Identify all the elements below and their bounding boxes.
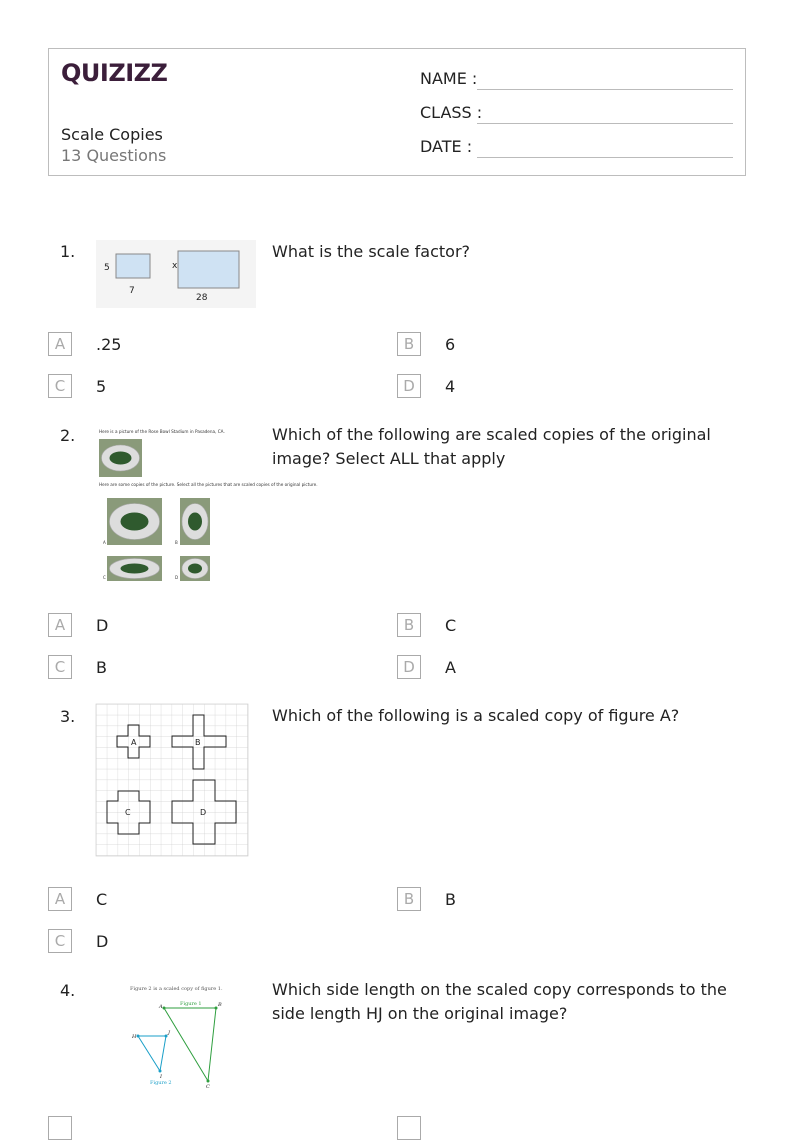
svg-text:B: B xyxy=(195,738,201,747)
question-2-figure xyxy=(96,426,318,586)
class-field[interactable] xyxy=(477,123,733,124)
svg-text:A: A xyxy=(131,738,137,747)
svg-text:D: D xyxy=(200,808,207,817)
label-7: 7 xyxy=(129,286,135,296)
option-box-b[interactable]: B xyxy=(397,332,421,356)
option-box-c[interactable]: C xyxy=(48,655,72,679)
label-28: 28 xyxy=(196,293,208,303)
svg-text:D: D xyxy=(175,575,179,580)
option-box-b[interactable]: B xyxy=(397,887,421,911)
worksheet-header xyxy=(48,48,746,176)
svg-text:Figure 2: Figure 2 xyxy=(150,1080,172,1086)
svg-text:B: B xyxy=(218,1002,222,1008)
stadium-figure xyxy=(96,426,318,586)
svg-text:A: A xyxy=(159,1004,163,1010)
option-text[interactable]: D xyxy=(96,932,109,951)
question-4-figure xyxy=(124,978,256,1090)
date-label: DATE : xyxy=(420,137,473,156)
small-rectangle xyxy=(116,254,150,278)
option-text[interactable]: B xyxy=(96,658,107,677)
svg-text:C: C xyxy=(103,575,106,580)
option-text[interactable]: 4 xyxy=(445,377,456,396)
question-2-text: Which of the following are scaled copies of the original image? Select ALL that apply xyxy=(272,425,711,468)
stadium-caption-2: Here are some copies of the picture. Select all the pictures that are scaled copies of the original picture. xyxy=(99,482,318,487)
option-box-c[interactable]: C xyxy=(48,929,72,953)
stadium-caption-1: Here is a picture of the Rose Bowl Stadium in Pasadena, CA. xyxy=(99,429,225,434)
question-4-number: 4. xyxy=(60,981,76,1000)
large-rectangle xyxy=(178,251,239,288)
svg-text:H: H xyxy=(132,1034,137,1040)
question-3-number: 3. xyxy=(60,707,76,726)
quizizz-logo: QUIZIZZ xyxy=(61,59,168,87)
worksheet-title: Scale Copies xyxy=(61,125,163,144)
question-4-text: Which side length on the scaled copy corresponds to the side length HJ on the original image? xyxy=(272,980,727,1023)
option-text[interactable]: .25 xyxy=(96,335,122,354)
option-text[interactable]: 6 xyxy=(445,335,456,354)
option-box-d[interactable]: D xyxy=(397,374,421,398)
question-1-figure xyxy=(96,240,256,308)
name-field[interactable] xyxy=(477,89,733,90)
svg-text:I: I xyxy=(160,1074,162,1080)
option-text[interactable]: C xyxy=(96,890,108,909)
option-text[interactable]: D xyxy=(96,616,109,635)
option-text[interactable]: C xyxy=(445,616,457,635)
option-box-c[interactable]: C xyxy=(48,374,72,398)
svg-text:J: J xyxy=(168,1030,171,1036)
date-field[interactable] xyxy=(477,157,733,158)
figure-2-triangle xyxy=(138,1036,166,1071)
question-1-number: 1. xyxy=(60,242,76,261)
option-text[interactable]: B xyxy=(445,890,456,909)
option-box-a[interactable]: A xyxy=(48,613,72,637)
figure-caption: Figure 2 is a scaled copy of figure 1. xyxy=(130,986,223,992)
svg-text:A: A xyxy=(103,540,106,545)
name-label: NAME : xyxy=(420,69,478,88)
svg-text:B: B xyxy=(175,540,178,545)
label-x: x xyxy=(172,261,178,271)
question-1-text: What is the scale factor? xyxy=(272,242,471,261)
grid-crosses-figure xyxy=(96,704,248,856)
svg-text:Figure 1: Figure 1 xyxy=(180,1001,202,1007)
option-box-a[interactable]: A xyxy=(48,332,72,356)
class-label: CLASS : xyxy=(420,103,483,122)
question-3-figure xyxy=(96,704,248,856)
option-box-b[interactable] xyxy=(397,1116,421,1140)
rectangles-figure xyxy=(96,240,256,308)
option-text[interactable]: A xyxy=(445,658,456,677)
option-text[interactable]: 5 xyxy=(96,377,107,396)
question-2-number: 2. xyxy=(60,426,76,445)
figure-1-triangle xyxy=(164,1008,216,1081)
question-count: 13 Questions xyxy=(61,146,167,165)
svg-text:C: C xyxy=(206,1084,210,1090)
triangles-figure xyxy=(124,978,256,1090)
option-box-a[interactable] xyxy=(48,1116,72,1140)
question-3-text: Which of the following is a scaled copy of figure A? xyxy=(272,706,680,725)
label-5: 5 xyxy=(104,263,110,273)
option-box-a[interactable]: A xyxy=(48,887,72,911)
svg-text:C: C xyxy=(125,808,131,817)
option-box-d[interactable]: D xyxy=(397,655,421,679)
option-box-b[interactable]: B xyxy=(397,613,421,637)
